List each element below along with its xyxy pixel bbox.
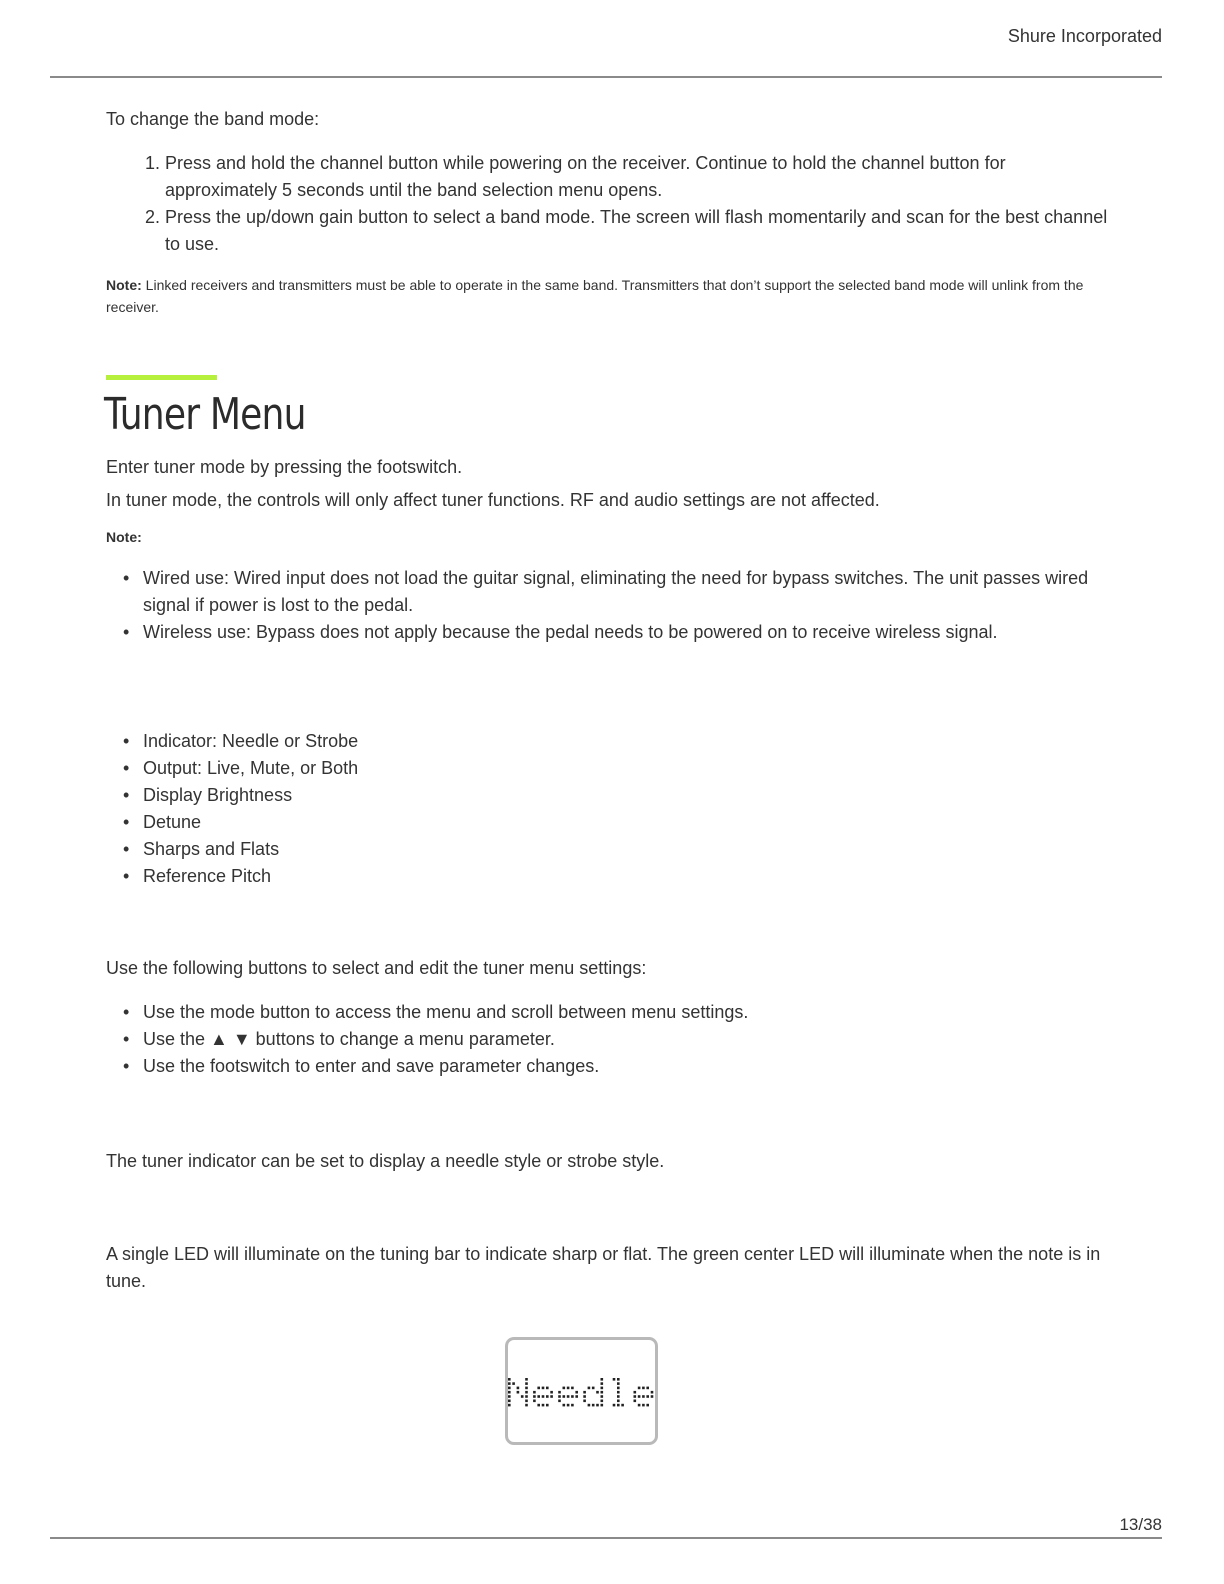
display-dot — [563, 1404, 566, 1407]
display-dot — [651, 1395, 654, 1398]
display-dot — [525, 1404, 528, 1407]
display-dot — [525, 1391, 528, 1394]
list-item: • Reference Pitch — [123, 866, 272, 886]
display-dot — [550, 1395, 553, 1398]
display-dot — [592, 1404, 595, 1407]
display-dot — [546, 1404, 549, 1407]
display-dot — [525, 1378, 528, 1381]
display-dot — [601, 1382, 604, 1385]
tuner-intro — [106, 454, 1110, 646]
indicator-paragraph — [106, 1148, 1110, 1175]
display-char — [558, 1387, 578, 1407]
display-dot — [571, 1404, 574, 1407]
display-dot — [575, 1395, 578, 1398]
display-dot — [601, 1404, 604, 1407]
display-dot — [601, 1378, 604, 1381]
display-dot — [642, 1395, 645, 1398]
display-dot — [651, 1391, 654, 1394]
list-item: • Detune — [123, 812, 202, 832]
display-dot — [558, 1391, 561, 1394]
display-dot — [638, 1395, 641, 1398]
display-dot — [517, 1391, 520, 1394]
display-dot — [517, 1387, 520, 1390]
display-dot — [617, 1387, 620, 1390]
tuner-note-list — [106, 565, 1110, 646]
display-dot — [567, 1387, 570, 1390]
display-dot — [571, 1387, 574, 1390]
band-mode-section — [106, 106, 1110, 318]
buttons-list — [106, 999, 1110, 1080]
band-mode-intro: To change the band mode: — [106, 109, 320, 129]
band-mode-step: 1. Press and hold the channel button while powering on the receiver. Continue to hold the channel button for approximately 5 seconds until the band selection menu opens. — [165, 150, 1110, 204]
display-dot — [588, 1404, 591, 1407]
display-dot — [512, 1382, 515, 1385]
header-company-name: Shure Incorporated — [1007, 26, 1162, 46]
display-dot — [533, 1400, 536, 1403]
display-dot — [646, 1404, 649, 1407]
list-item: • Indicator: Needle or Strobe — [123, 731, 359, 751]
display-dot — [533, 1395, 536, 1398]
display-dot — [617, 1404, 620, 1407]
display-dot — [575, 1391, 578, 1394]
list-item: • Wireless use: Bypass does not apply because the pedal needs to be powered on to receive wireless signal. — [123, 622, 998, 642]
display-dot — [550, 1391, 553, 1394]
display-dot — [634, 1395, 637, 1398]
page-number: 13/38 — [1119, 1515, 1162, 1534]
dot-matrix-display — [508, 1340, 655, 1442]
display-dot — [617, 1395, 620, 1398]
display-dot — [617, 1391, 620, 1394]
tuner-settings-list — [106, 728, 1110, 890]
display-dot — [613, 1378, 616, 1381]
display-dot — [596, 1391, 599, 1394]
display-dot — [613, 1404, 616, 1407]
display-dot — [525, 1400, 528, 1403]
list-item: • Output: Live, Mute, or Both — [123, 758, 359, 778]
tuner-note-label: Note: — [106, 529, 142, 545]
buttons-intro: Use the following buttons to select and edit the tuner menu settings: — [106, 958, 647, 978]
display-dot — [537, 1387, 540, 1390]
list-item: • Sharps and Flats — [123, 839, 280, 859]
display-dot — [525, 1382, 528, 1385]
indicator-text: The tuner indicator can be set to display a needle style or strobe style. — [106, 1151, 665, 1171]
display-dot — [508, 1387, 511, 1390]
display-dot — [634, 1391, 637, 1394]
display-dot — [563, 1395, 566, 1398]
display-dot — [558, 1400, 561, 1403]
list-item: • Use the footswitch to enter and save parameter changes. — [123, 1056, 600, 1076]
display-dot — [642, 1387, 645, 1390]
tuner-settings — [106, 728, 1110, 890]
display-dot — [642, 1404, 645, 1407]
header-divider — [50, 76, 1162, 78]
display-dot — [525, 1395, 528, 1398]
display-dot — [646, 1387, 649, 1390]
display-dot — [537, 1395, 540, 1398]
display-dot — [567, 1395, 570, 1398]
display-dot — [601, 1391, 604, 1394]
display-dot — [508, 1400, 511, 1403]
display-dot — [601, 1400, 604, 1403]
band-mode-steps — [106, 150, 1110, 258]
display-dot — [546, 1395, 549, 1398]
display-dot — [634, 1400, 637, 1403]
display-char — [634, 1387, 654, 1407]
display-dot — [521, 1395, 524, 1398]
display-dot — [646, 1395, 649, 1398]
display-dot — [617, 1378, 620, 1381]
display-dot — [583, 1395, 586, 1398]
tuner-intro-line: Enter tuner mode by pressing the footswitch. — [106, 457, 463, 477]
display-dot — [508, 1395, 511, 1398]
display-dot — [542, 1404, 545, 1407]
tuner-intro-line: In tuner mode, the controls will only affect tuner functions. RF and audio settings are not affected. — [106, 490, 880, 510]
display-dot — [537, 1404, 540, 1407]
display-dot — [638, 1404, 641, 1407]
display-dot — [508, 1391, 511, 1394]
display-char — [508, 1378, 528, 1406]
list-item: • Use the ▲ ▼ buttons to change a menu parameter. — [123, 1029, 555, 1049]
needle-paragraph — [106, 1241, 1110, 1295]
display-dot — [558, 1395, 561, 1398]
footer-divider — [50, 1537, 1162, 1539]
section-accent-bar — [106, 375, 217, 380]
display-dot — [571, 1395, 574, 1398]
needle-text: A single LED will illuminate on the tuning bar to indicate sharp or flat. The green center LED will illuminate when the note is in tune. — [106, 1244, 1101, 1291]
display-dot — [508, 1404, 511, 1407]
display-char — [583, 1378, 603, 1406]
display-dot — [617, 1400, 620, 1403]
display-dot — [596, 1404, 599, 1407]
display-dot — [542, 1387, 545, 1390]
display-dot — [525, 1387, 528, 1390]
display-dot — [601, 1395, 604, 1398]
display-dot — [583, 1400, 586, 1403]
display-char — [613, 1378, 624, 1406]
display-dot — [617, 1382, 620, 1385]
display-dot — [508, 1378, 511, 1381]
display-dot — [601, 1387, 604, 1390]
note-text: Linked receivers and transmitters must be able to operate in the same band. Transmitters that don’t support the selected band mode will unlink from the receiver. — [106, 277, 1084, 315]
display-dot — [542, 1395, 545, 1398]
note-label: Note: — [106, 277, 142, 293]
display-dot — [621, 1404, 624, 1407]
display-dot — [546, 1387, 549, 1390]
display-dot — [508, 1382, 511, 1385]
tuner-display-illustration — [505, 1337, 658, 1445]
display-dot — [588, 1387, 591, 1390]
display-dot — [592, 1387, 595, 1390]
tuner-buttons — [106, 955, 1110, 1080]
list-item: • Wired use: Wired input does not load the guitar signal, eliminating the need for bypass switches. The unit passes wired signal if power is lost to the pedal. — [123, 568, 1089, 615]
display-dot — [563, 1387, 566, 1390]
band-mode-note — [106, 274, 1110, 318]
list-item: • Display Brightness — [123, 785, 293, 805]
display-dot — [533, 1391, 536, 1394]
display-char — [533, 1387, 553, 1407]
display-dot — [567, 1404, 570, 1407]
display-dot — [583, 1391, 586, 1394]
band-mode-step: 2. Press the up/down gain button to select a band mode. The screen will flash momentarily and scan for the best channel to use. — [165, 204, 1110, 258]
section-title: Tuner Menu — [104, 389, 306, 440]
display-dot — [638, 1387, 641, 1390]
list-item: • Use the mode button to access the menu and scroll between menu settings. — [123, 1002, 749, 1022]
